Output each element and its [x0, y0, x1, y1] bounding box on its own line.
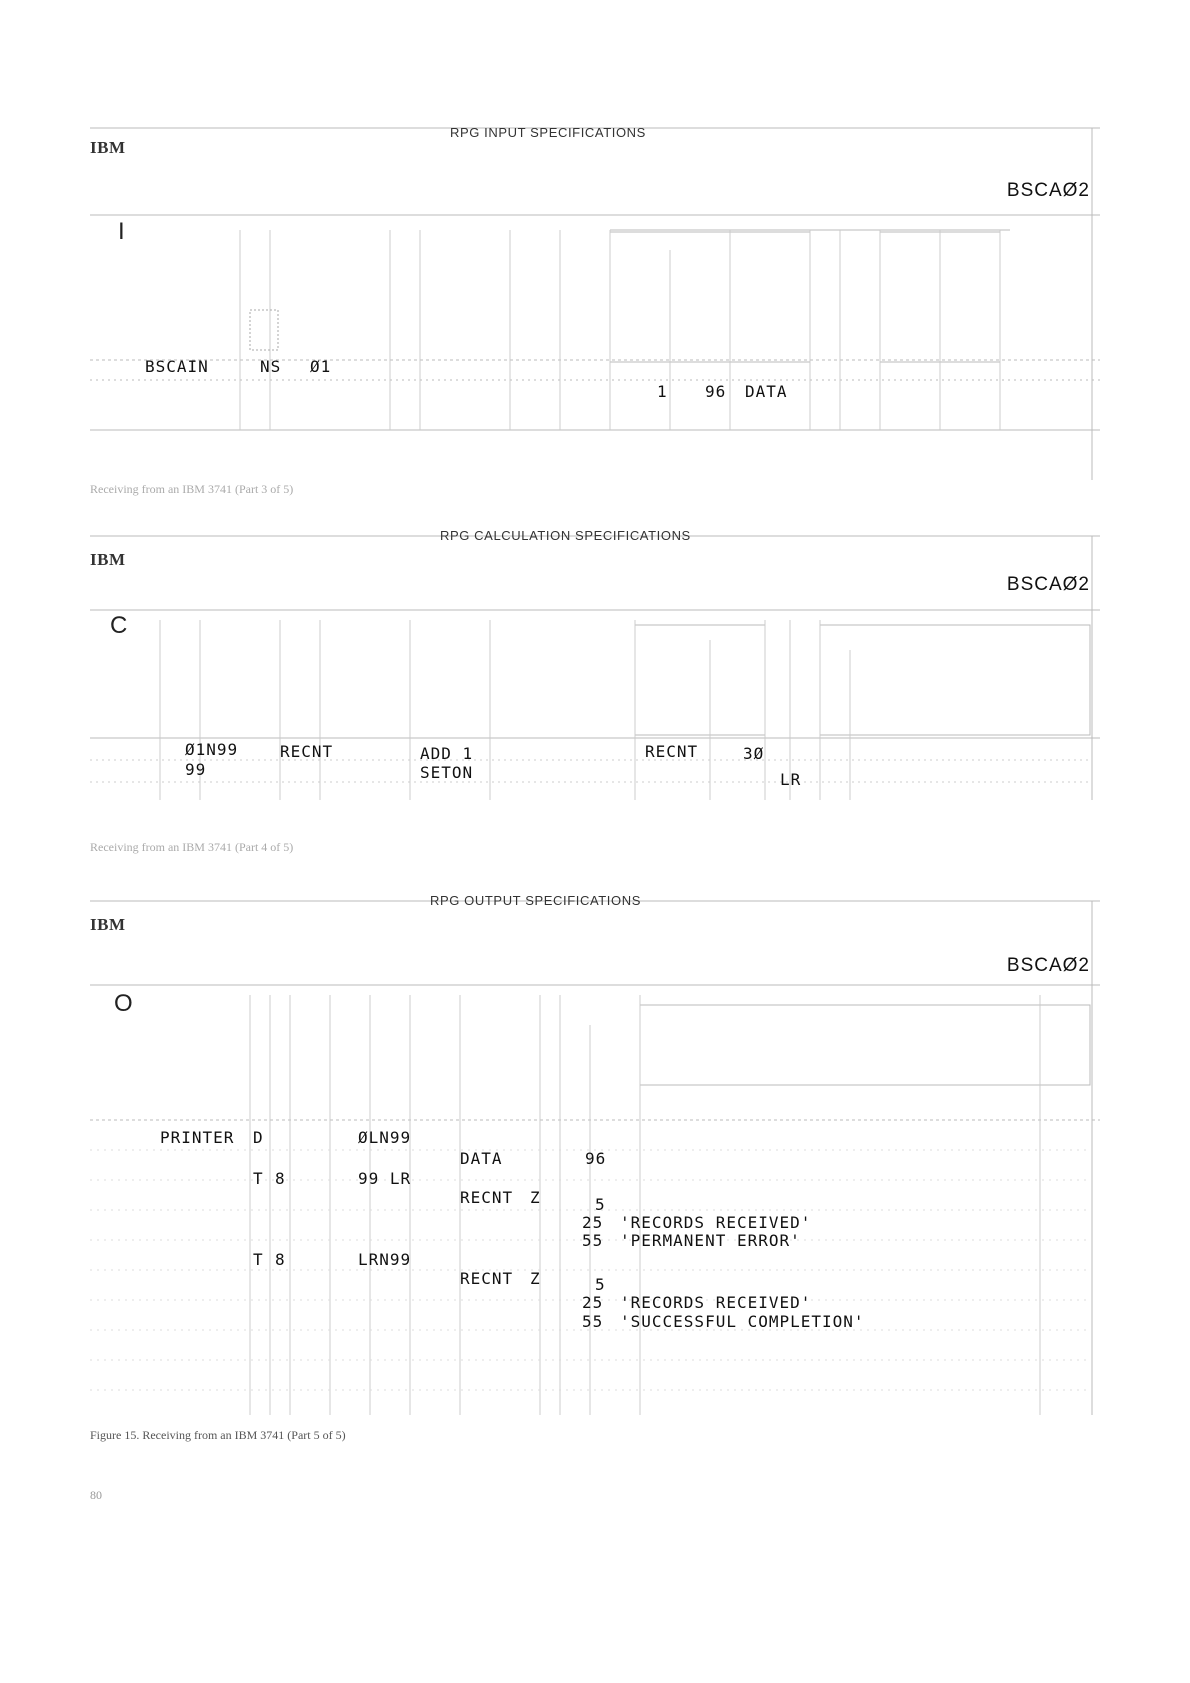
ibm-logo: IBM	[90, 138, 126, 157]
output-row-4-end-position: 5	[595, 1195, 606, 1214]
calc-row-2-operation: SETON	[420, 763, 474, 782]
output-row-1-type: D	[253, 1128, 264, 1147]
to-position-entry: 96	[705, 382, 727, 401]
form-type-letter: I	[118, 218, 125, 245]
input-form-grid	[90, 120, 1100, 480]
output-row-7-space: 8	[275, 1250, 286, 1269]
form-title: RPG INPUT SPECIFICATIONS	[450, 125, 646, 140]
output-row-8-end-position: 5	[595, 1275, 606, 1294]
calc-row-2-indicators: 99	[185, 760, 207, 779]
ibm-logo: IBM	[90, 915, 126, 934]
output-row-10-constant: 'SUCCESSFUL COMPLETION'	[620, 1312, 865, 1331]
output-row-7-type: T	[253, 1250, 264, 1269]
calc-row-2-resulting-indicator: LR	[780, 770, 802, 789]
output-row-3-space: 8	[275, 1169, 286, 1188]
input-spec-form	[90, 120, 1100, 480]
output-row-4-field: RECNT	[460, 1188, 514, 1207]
form-type-letter: C	[110, 612, 128, 639]
output-row-8-field: RECNT	[460, 1269, 514, 1288]
output-row-10-end-position: 55	[582, 1312, 604, 1331]
filename-entry: BSCAIN	[145, 357, 209, 376]
form-type-letter: O	[114, 990, 133, 1017]
output-row-1-filename: PRINTER	[160, 1128, 235, 1147]
calc-row-1-length: 3Ø	[743, 744, 765, 763]
output-row-9-end-position: 25	[582, 1293, 604, 1312]
output-row-7-indicators: LRN99	[358, 1250, 412, 1269]
output-row-9-constant: 'RECORDS RECEIVED'	[620, 1293, 812, 1312]
output-row-6-constant: 'PERMANENT ERROR'	[620, 1231, 801, 1250]
calc-form-grid	[90, 530, 1100, 800]
calc-form-caption: Receiving from an IBM 3741 (Part 4 of 5)	[90, 840, 294, 854]
output-row-4-edit-code: Z	[530, 1188, 541, 1207]
output-row-5-end-position: 25	[582, 1213, 604, 1232]
calc-row-1-factor1: RECNT	[280, 742, 334, 761]
ibm-logo: IBM	[90, 550, 126, 569]
calc-row-1-indicators: Ø1N99	[185, 740, 239, 759]
from-position-entry: 1	[657, 382, 668, 401]
program-identification: BSCAØ2	[1006, 574, 1090, 595]
form-title: RPG CALCULATION SPECIFICATIONS	[440, 528, 691, 543]
output-spec-form	[90, 895, 1100, 1415]
output-row-6-end-position: 55	[582, 1231, 604, 1250]
output-row-2-field: DATA	[460, 1149, 503, 1168]
input-form-caption: Receiving from an IBM 3741 (Part 3 of 5)	[90, 482, 294, 496]
calc-row-1-operation: ADD 1	[420, 744, 474, 763]
record-indicator-entry: Ø1	[310, 357, 332, 376]
output-row-5-constant: 'RECORDS RECEIVED'	[620, 1213, 812, 1232]
output-row-3-indicators: 99 LR	[358, 1169, 412, 1188]
output-row-3-type: T	[253, 1169, 264, 1188]
output-row-1-indicators: ØLN99	[358, 1128, 412, 1147]
program-identification: BSCAØ2	[1006, 955, 1090, 976]
page-number: 80	[90, 1488, 102, 1502]
calc-row-1-result: RECNT	[645, 742, 699, 761]
calculation-spec-form	[90, 530, 1100, 800]
output-form-caption: Figure 15. Receiving from an IBM 3741 (Part 5 of 5)	[90, 1428, 346, 1442]
program-identification: BSCAØ2	[1006, 180, 1090, 201]
output-row-8-edit-code: Z	[530, 1269, 541, 1288]
form-title: RPG OUTPUT SPECIFICATIONS	[430, 893, 641, 908]
output-row-2-end-position: 96	[585, 1149, 607, 1168]
field-name-entry: DATA	[745, 382, 788, 401]
sequence-entry: NS	[260, 357, 282, 376]
